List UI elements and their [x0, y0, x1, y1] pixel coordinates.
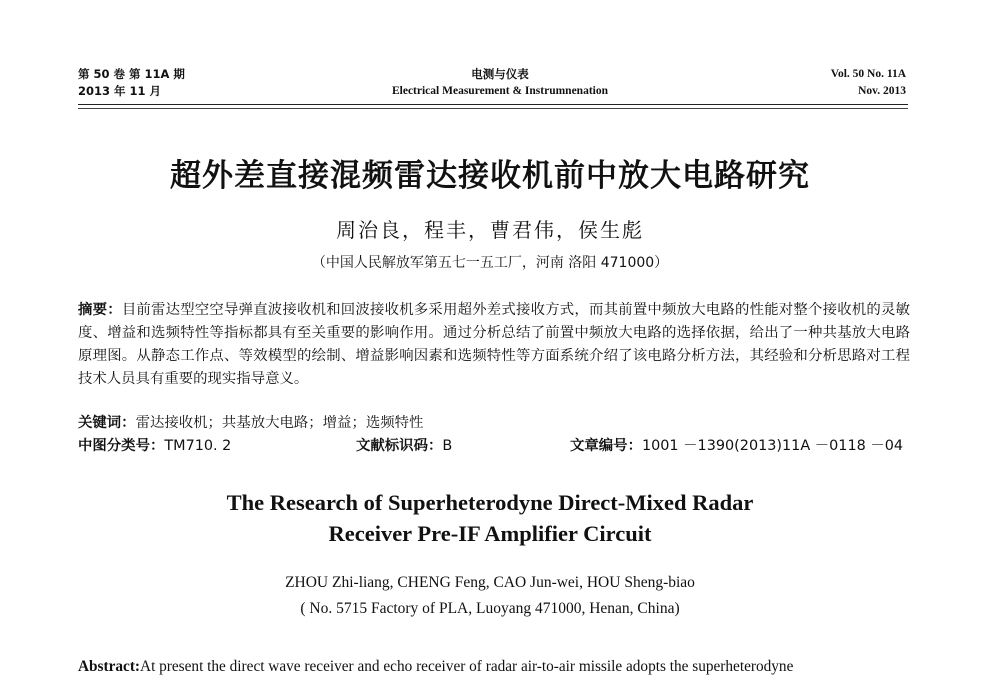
- authors-en: ZHOU Zhi-liang, CHENG Feng, CAO Jun-wei, HOU Sheng-biao: [285, 574, 695, 591]
- journal-name-cn: 电测与仪表: [471, 67, 529, 81]
- affiliation-en: ( No. 5715 Factory of PLA, Luoyang 471000, Henan, China): [300, 600, 680, 617]
- abstract-text-en: At present the direct wave receiver and echo receiver of radar air-to-air missile adopts the superheterodyne: [140, 658, 794, 675]
- class-label: 中图分类号：: [78, 438, 165, 454]
- keywords-label-cn: 关键词：: [78, 415, 136, 431]
- article-no-value: 1001 －1390(2013)11A －0118 －04: [641, 438, 904, 454]
- abstract-cn: [78, 299, 910, 391]
- keywords-text-cn: 雷达接收机；共基放大电路；增益；选频特性: [135, 415, 424, 431]
- header-rule-thin: [78, 108, 908, 109]
- paper-title-en-line2: Receiver Pre-IF Amplifier Circuit: [328, 521, 652, 546]
- header-date-en: Nov. 2013: [858, 85, 906, 97]
- paper-title-cn: 超外差直接混频雷达接收机前中放大电路研究: [170, 158, 810, 194]
- doc-code-label: 文献标识码：: [356, 438, 443, 454]
- paper-title-en-line1: The Research of Superheterodyne Direct-Mixed Radar: [226, 490, 754, 515]
- header-date-cn: 2013 年 11 月: [78, 84, 162, 98]
- journal-name-en: Electrical Measurement & Instrumnenation: [391, 85, 609, 97]
- keywords-cn: [78, 413, 910, 433]
- doc-code-value: B: [442, 438, 453, 454]
- abstract-label-en: Abstract:: [78, 658, 141, 675]
- classification-number: [78, 436, 231, 456]
- header-rule-thick: [78, 104, 908, 105]
- article-number: [570, 436, 903, 456]
- abstract-label-cn: 摘要：: [78, 302, 122, 318]
- header-volume-issue: 第 50 卷 第 11A 期: [78, 67, 185, 81]
- header-volume-info-en: [831, 66, 906, 100]
- class-value: TM710. 2: [164, 438, 232, 454]
- document-code: [356, 436, 452, 456]
- abstract-text-cn: 目前雷达型空空导弹直波接收机和回波接收机多采用超外差式接收方式，而其前置中频放大电路的性能对整个接收机的灵敏度、增益和选频特性等指标都具有至关重要的影响作用。通过分析总结了前置中频放大电路的选择依据，给出了一种共基放大电路原理图。从静态工作点、等效模型的绘制、增益影响因素和选频特性等方面系统介绍了该电路分析方法，其经验和分析思路对工程技术人员具有重要的现实指导意义。: [78, 302, 910, 387]
- authors-cn: 周治良，程丰，曹君伟，侯生彪: [336, 218, 644, 242]
- paper-title-en: [0, 487, 980, 549]
- abstract-en: [78, 656, 910, 678]
- affiliation-cn: （中国人民解放军第五七一五工厂，河南 洛阳 471000）: [311, 255, 669, 271]
- article-no-label: 文章编号：: [570, 438, 642, 454]
- header-volume-issue-en: Vol. 50 No. 11A: [830, 68, 906, 80]
